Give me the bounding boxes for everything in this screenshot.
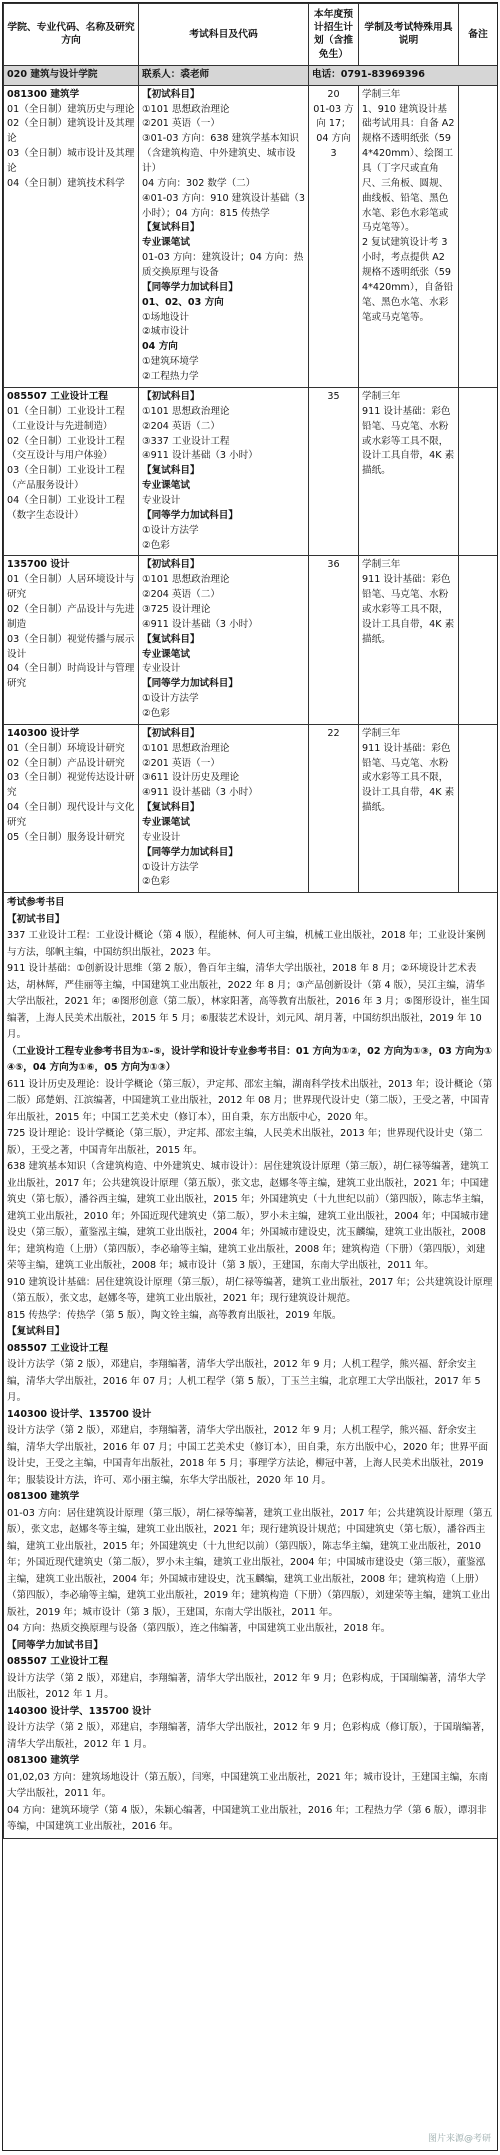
exam-line: ②204 英语（二） xyxy=(142,589,220,601)
enrollment-plan: 22 xyxy=(327,727,340,739)
reference-heading: 【同等学力加试书目】 xyxy=(7,1639,103,1651)
reference-paragraph: 815 传热学：传热学（第 5 版），陶文铨主编，高等教育出版社，2019 年版。 xyxy=(7,1309,342,1321)
enrollment-plan: 04 方向 3 xyxy=(316,133,351,160)
special-note: 911 设计基础：彩色铅笔、马克笔、水粉或水彩等工具不限，设计工具自带，4K 素描纸。 xyxy=(362,574,455,645)
header-remarks: 备注 xyxy=(459,4,498,66)
exam-subjects-cell xyxy=(139,724,309,892)
exam-line: 04 方向 xyxy=(142,341,178,353)
research-direction: 04（全日制）建筑技术科学 xyxy=(7,177,125,189)
exam-line: 专业课笔试 xyxy=(142,816,190,828)
exam-line: ②201 英语（一） xyxy=(142,757,220,769)
exam-line: 专业课笔试 xyxy=(142,480,190,492)
exam-line: 专业课笔试 xyxy=(142,648,190,660)
enrollment-plan: 36 xyxy=(327,559,340,571)
major-row xyxy=(4,556,498,724)
major-row xyxy=(4,724,498,892)
major-name: 140300 设计学 xyxy=(7,727,80,739)
enrollment-plan-cell xyxy=(309,724,359,892)
exam-line: 【复试科目】 xyxy=(142,802,200,814)
table-header-row xyxy=(4,4,498,66)
references-cell xyxy=(4,893,498,1839)
exam-line: ②色彩 xyxy=(142,539,170,551)
exam-subjects-cell xyxy=(139,387,309,555)
exam-line: 01、02、03 方向 xyxy=(142,296,224,308)
exam-line: 【初试科目】 xyxy=(142,390,200,402)
exam-line: ④01-03 方向：910 建筑设计基础（3 小时）；04 方向：815 传热学 xyxy=(142,192,305,219)
school-code-name: 020 建筑与设计学院 xyxy=(4,65,139,85)
exam-line: 【复试科目】 xyxy=(142,633,200,645)
research-direction: 04（全日制）现代设计与文化研究 xyxy=(7,802,135,828)
references-row xyxy=(4,893,498,1839)
admissions-catalog-page xyxy=(2,2,498,2151)
reference-paragraph: 01-03 方向：居住建筑设计原理（第三版），胡仁禄等编著，建筑工业出版社，2017 年；公共建筑设计原理（第五版），张文忠，赵娜冬等主编，建筑工业出版社，2021 年；现行建筑设计规范；中国建筑史（第七版），潘谷西主编，建筑工业出版社，2015 年；外国建筑史（十九世纪以前）（第四版），陈志华主编，建筑工业出版社，2010 年；外国近现代建筑史（第二版），罗小未主编，建筑工业出版社，2004 年；中国城市建设史（第三版），董鉴泓主编，建筑工业出版社，2004 年；外国城市建设史，沈玉麟编，建筑工业出版社，2008 年；建筑构造（上册）（第四版），李必瑜等主编，建筑工业出版社，2019 年；建筑构造（下册）（第四版），刘建荣等主编，建筑工业出版社，2019 年；城市设计（第 3 版），王建国，东南大学出版社，2011 年。 xyxy=(7,1507,493,1618)
duration-notes-cell xyxy=(359,387,459,555)
research-direction: 03（全日制）工业设计工程（产品服务设计） xyxy=(7,465,125,492)
research-direction: 04（全日制）时尚设计与管理研究 xyxy=(7,663,135,690)
exam-line: ④911 设计基础（3 小时） xyxy=(142,450,258,462)
exam-line: ②201 英语（一） xyxy=(142,118,220,130)
exam-subjects-cell xyxy=(139,85,309,387)
special-note: 学制三年 xyxy=(362,88,401,100)
exam-line: ②204 英语（二） xyxy=(142,420,220,432)
exam-line: ④911 设计基础（3 小时） xyxy=(142,787,258,799)
reference-heading: 085507 工业设计工程 xyxy=(7,1656,108,1668)
exam-line: 专业设计 xyxy=(142,831,181,843)
enrollment-plan-cell xyxy=(309,387,359,555)
special-note: 911 设计基础：彩色铅笔、马克笔、水粉或水彩等工具不限，设计工具自带，4K 素描纸。 xyxy=(362,742,455,814)
remarks-cell xyxy=(459,556,498,724)
exam-line: ①场地设计 xyxy=(142,311,189,323)
special-note: 2 复试建筑设计考 3 小时，考点提供 A2 规格不透明纸张（594*420mm），自备铅笔、黑色水笔、水彩笔或马克笔等。 xyxy=(362,237,454,323)
exam-line: ①设计方法学 xyxy=(142,861,199,873)
school-phone: 电话：0791-83969396 xyxy=(309,65,498,85)
exam-line: ②色彩 xyxy=(142,876,170,888)
research-direction: 01（全日制）人居环境设计与研究 xyxy=(7,574,135,601)
reference-heading: 【复试科目】 xyxy=(7,1326,65,1338)
research-direction: 02（全日制）工业设计工程（交互设计与用户体验） xyxy=(7,435,125,462)
reference-paragraph: 638 建筑基本知识（含建筑构造、中外建筑史、城市设计）：居住建筑设计原理（第三版），胡仁禄等编著，建筑工业出版社，2017 年；公共建筑设计原理（第五版），张文忠，赵娜冬等主编，建筑工业出版社，2021 年；中国建筑史（第七版），潘谷西主编，建筑工业出版社，2015 年；外国建筑史（十九世纪以前）（第四版），陈志华主编，建筑工业出版社，2010 年；外国近现代建筑史（第二版），罗小未主编，建筑工业出版社，2004 年；中国城市建设史（第三版），董鉴泓主编，建筑工业出版社，2004 年；外国城市建设史，沈玉麟编，建筑工业出版社，2008 年；建筑构造（上册）（第四版），李必瑜等主编，建筑工业出版社，2008 年；建筑构造（下册）（第四版），刘建荣等主编，建筑工业出版社，2008 年；城市设计（第 3 版），王建国，东南大学出版社，2011 年。 xyxy=(7,1161,491,1272)
duration-notes-cell xyxy=(359,85,459,387)
references-title: 考试参考书目 xyxy=(7,897,65,909)
exam-line: 04 方向：302 数学（二） xyxy=(142,177,256,189)
exam-line: 【同等学力加试科目】 xyxy=(142,281,238,293)
exam-line: ②城市设计 xyxy=(142,326,189,338)
reference-heading: 085507 工业设计工程 xyxy=(7,1342,108,1354)
enrollment-plan: 35 xyxy=(327,390,340,402)
remarks-cell xyxy=(459,724,498,892)
exam-line: 【复试科目】 xyxy=(142,222,200,234)
exam-line: 【复试科目】 xyxy=(142,465,200,477)
research-direction: 01（全日制）建筑历史与理论 xyxy=(7,103,135,115)
research-direction: 03（全日制）视觉传达设计研究 xyxy=(7,772,135,799)
exam-line: ①设计方法学 xyxy=(142,693,199,705)
exam-line: ④911 设计基础（3 小时） xyxy=(142,618,258,630)
special-note: 学制三年 xyxy=(362,390,401,402)
reference-paragraph: 04 方向：建筑环境学（第 4 版），朱颖心编著，中国建筑工业出版社，2016 年；工程热力学（第 6 版），谭羽非等编，中国建筑工业出版社，2016 年。 xyxy=(7,1804,487,1833)
exam-line: ②色彩 xyxy=(142,707,170,719)
reference-paragraph: 设计方法学（第 2 版），邓建启，李翔编著，清华大学出版社，2012 年 9 月；色彩构成（修订版），于国瑞编著，清华大学出版社，2012 年 1 月。 xyxy=(7,1722,491,1750)
exam-line: 【同等学力加试科目】 xyxy=(142,509,238,521)
header-exam-subjects: 考试科目及代码 xyxy=(139,4,309,66)
reference-paragraph: 设计方法学（第 2 版），邓建启，李翔编著，清华大学出版社，2012 年 9 月；人机工程学，熊兴福、舒余安主编，清华大学出版社，2016 年 07 月；中国工艺美术史（修订本），田自秉，东方出版中心，2020 年；世界平面设计史，王受之主编，中国青年出版社，2018 年 5 月；事理学方法论，柳冠中著，上海人民美术出版社，2019 年；服装设计方法，许可、邓小丽主编，东华大学出版社，2020 年 10 月。 xyxy=(7,1425,488,1486)
major-row xyxy=(4,85,498,387)
special-note: 学制三年 xyxy=(362,727,401,739)
exam-subjects-cell xyxy=(139,556,309,724)
watermark: 图片来源@考研 xyxy=(427,2134,491,2144)
exam-line: ①设计方法学 xyxy=(142,524,199,536)
major-directions-cell xyxy=(4,724,139,892)
exam-line: ①101 思想政治理论 xyxy=(142,742,230,754)
exam-line: 【同等学力加试科目】 xyxy=(142,678,238,690)
remarks-cell xyxy=(459,387,498,555)
major-name: 135700 设计 xyxy=(7,559,70,571)
reference-paragraph: 910 建筑设计基础：居住建筑设计原理（第三版），胡仁禄等编著，建筑工业出版社，2017 年；公共建筑设计原理（第五版），张文忠，赵娜冬等，建筑工业出版社，2021 年；现行建筑设计规范。 xyxy=(7,1276,493,1305)
exam-line: 01-03 方向：建筑设计；04 方向：热质交换原理与设备 xyxy=(142,252,304,279)
reference-heading: （工业设计工程专业参考书目为①-⑤，设计学和设计专业参考书目：01 方向为①②，02 方向为①③，03 方向为①④⑤，04 方向为①⑥，05 方向为①③） xyxy=(7,1045,493,1074)
reference-paragraph: 911 设计基础：①创新设计思维（第 2 版），鲁百年主编，清华大学出版社，2018 年 8 月；②环境设计艺术表达，胡林辉，严佳丽等主编，中国建筑工业出版社，2022 年 8 月；③产品创新设计（第 4 版），吴江主编，清华大学出版社，2021 年；④图形创意（第二版），林家阳著，高等教育出版社，2016 年 3 月；⑤图形设计，崔生国编著，上海人民美术出版社，2015 年 5 月；⑥服装艺术设计，刘元风、胡月著，中国纺织出版社，2019 年 10 月。 xyxy=(7,963,490,1041)
reference-paragraph: 04 方向：热质交换原理与设备（第四版），连之伟编著，中国建筑工业出版社，2018 年。 xyxy=(7,1623,391,1635)
exam-line: ③611 设计历史及理论 xyxy=(142,772,240,784)
special-note: 911 设计基础：彩色铅笔、马克笔、水粉或水彩等工具不限，设计工具自带，4K 素描纸。 xyxy=(362,405,455,477)
reference-paragraph: 设计方法学（第 2 版），邓建启，李翔编著，清华大学出版社，2012 年 9 月；色彩构成，于国瑞编著，清华大学出版社，2012 年 1 月。 xyxy=(7,1672,486,1701)
major-directions-cell xyxy=(4,556,139,724)
exam-line: 专业设计 xyxy=(142,663,181,675)
enrollment-plan-cell xyxy=(309,556,359,724)
major-name: 085507 工业设计工程 xyxy=(7,390,108,402)
research-direction: 02（全日制）建筑设计及其理论 xyxy=(7,118,135,145)
header-enrollment-plan: 本年度预计招生计划（含推免生） xyxy=(309,4,359,66)
reference-paragraph: 725 设计理论：设计学概论（第三版），尹定邦、邵宏主编，人民美术出版社，2013 年；世界现代设计史（第二版），王受之著，中国青年出版社，2015 年。 xyxy=(7,1128,483,1156)
reference-heading: 140300 设计学、135700 设计 xyxy=(7,1408,152,1420)
exam-line: ③725 设计理论 xyxy=(142,603,211,615)
header-duration-notes: 学制及考试特殊用具说明 xyxy=(359,4,459,66)
enrollment-plan: 20 xyxy=(327,88,340,100)
special-note: 1、910 建筑设计基础考试用具：自备 A2 规格不透明纸张（594*420mm）、绘图工具（丁字尺或直角尺、三角板、圆规、曲线板、铅笔、黑色水笔、彩色水彩笔或马克笔等）。 xyxy=(362,103,455,234)
exam-line: 【初试科目】 xyxy=(142,727,200,739)
admissions-table xyxy=(3,3,498,1839)
duration-notes-cell xyxy=(359,724,459,892)
reference-heading: 【初试书目】 xyxy=(7,913,65,925)
major-directions-cell xyxy=(4,387,139,555)
enrollment-plan: 01-03 方向 17； xyxy=(313,103,354,130)
exam-line: 专业课笔试 xyxy=(142,237,190,249)
exam-line: 【同等学力加试科目】 xyxy=(142,846,238,858)
special-note: 学制三年 xyxy=(362,559,401,571)
header-college-major: 学院、专业代码、名称及研究方向 xyxy=(4,4,139,66)
research-direction: 04（全日制）工业设计工程（数字生态设计） xyxy=(7,494,125,521)
reference-paragraph: 01,02,03 方向：建筑场地设计（第五版），闫寒，中国建筑工业出版社，2021 年；城市设计，王建国主编，东南大学出版社，2011 年。 xyxy=(7,1771,488,1800)
research-direction: 02（全日制）产品设计与先进制造 xyxy=(7,603,135,630)
exam-line: 【初试科目】 xyxy=(142,88,200,100)
major-name: 081300 建筑学 xyxy=(7,88,80,100)
exam-line: ①建筑环境学 xyxy=(142,356,199,368)
school-row xyxy=(4,65,498,85)
research-direction: 01（全日制）环境设计研究 xyxy=(7,742,125,754)
exam-line: 专业设计 xyxy=(142,494,181,506)
duration-notes-cell xyxy=(359,556,459,724)
research-direction: 01（全日制）工业设计工程（工业设计与先进制造） xyxy=(7,405,125,432)
exam-line: 【初试科目】 xyxy=(142,559,200,571)
research-direction: 02（全日制）产品设计研究 xyxy=(7,757,125,769)
exam-line: ①101 思想政治理论 xyxy=(142,405,230,417)
reference-paragraph: 337 工业设计工程：工业设计概论（第 4 版），程能林、何人可主编，机械工业出版社，2018 年；工业设计案例与方法，邬帆主编，中国纺织出版社，2023 年。 xyxy=(7,930,486,958)
research-direction: 03（全日制）视觉传播与展示设计 xyxy=(7,633,135,660)
reference-heading: 081300 建筑学 xyxy=(7,1491,80,1503)
reference-heading: 140300 设计学、135700 设计 xyxy=(7,1705,152,1717)
research-direction: 05（全日制）服务设计研究 xyxy=(7,831,125,843)
enrollment-plan-cell xyxy=(309,85,359,387)
major-directions-cell xyxy=(4,85,139,387)
reference-paragraph: 设计方法学（第 2 版），邓建启，李翔编著，清华大学出版社，2012 年 9 月；人机工程学，熊兴福、舒余安主编，清华大学出版社，2016 年 07 月；人机工程学（第 5 版），丁玉兰主编，北京理工大学出版社，2017 年 5 月。 xyxy=(7,1359,481,1404)
school-contact: 联系人：裘老师 xyxy=(139,65,309,85)
major-row xyxy=(4,387,498,555)
reference-heading: 081300 建筑学 xyxy=(7,1755,80,1767)
exam-line: ①101 思想政治理论 xyxy=(142,574,230,586)
exam-line: ③01-03 方向：638 建筑学基本知识（含建筑构造、中外建筑史、城市设计） xyxy=(142,133,299,175)
research-direction: 03（全日制）城市设计及其理论 xyxy=(7,148,135,175)
exam-line: ①101 思想政治理论 xyxy=(142,103,230,115)
remarks-cell xyxy=(459,85,498,387)
reference-paragraph: 611 设计历史及理论：设计学概论（第三版），尹定邦、邵宏主编，湖南科学技术出版社，2013 年；设计概论（第二版）邱楚娟、江滨编著，中国建筑工业出版社，2012 年 08 月；世界现代设计史（第二版），王受之著，中国青年出版社，2015 年；中国工艺美术史（修订本），田自秉，东方出版中心，2020 年。 xyxy=(7,1078,493,1123)
exam-line: ②工程热力学 xyxy=(142,371,199,383)
exam-line: ③337 工业设计工程 xyxy=(142,435,230,447)
